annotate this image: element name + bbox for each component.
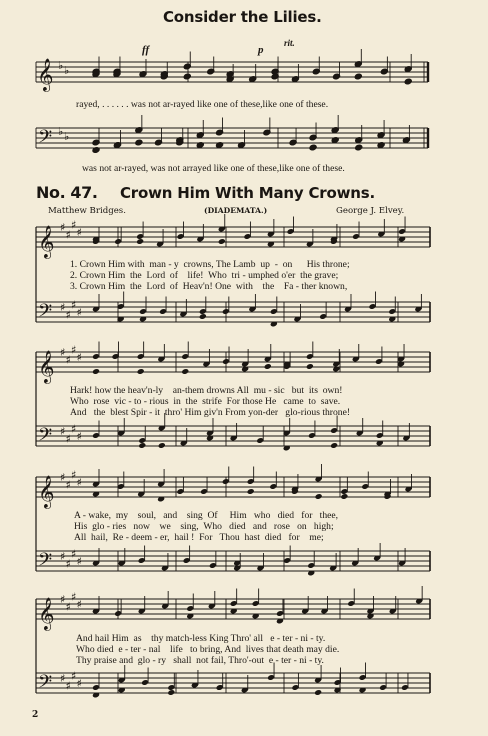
svg-text:♭: ♭: [64, 64, 70, 77]
sharp-icon: ♯: [76, 430, 82, 443]
note-icon: [117, 472, 125, 490]
lyric-line: Who rose vic - to - rious in the strife For those He came to save.: [70, 396, 341, 407]
note-icon: [181, 342, 189, 375]
note-icon: [157, 344, 165, 362]
note-icon: [158, 413, 166, 449]
sharp-icon: ♯: [60, 593, 66, 606]
sharp-icon: ♯: [60, 471, 66, 484]
note-icon: [230, 423, 238, 441]
lyric-system-3: [74, 510, 338, 543]
sharp-icon: ♯: [60, 425, 66, 438]
sharp-icon: ♯: [60, 221, 66, 234]
note-icon: [139, 297, 147, 323]
sharp-icon: ♯: [60, 672, 66, 685]
lyric-line: 1. Crown Him with man - y crowns, The Lamb up - on His throne;: [70, 259, 350, 270]
note-icon: [177, 222, 185, 240]
sharp-icon: ♯: [65, 432, 71, 446]
note-icon: [222, 467, 230, 485]
note-icon: [276, 599, 284, 625]
note-icon: [92, 548, 100, 566]
note-icon: [183, 546, 191, 564]
lyric-system-1: [70, 259, 350, 292]
note-icon: [179, 299, 187, 317]
sharp-icon: ♯: [76, 598, 82, 611]
note-icon: [383, 479, 391, 500]
page-number: 2: [32, 710, 39, 720]
note-icon: [180, 428, 188, 446]
note-icon: [136, 222, 144, 245]
note-icon: [243, 222, 251, 240]
sharp-icon: ♯: [65, 478, 71, 492]
note-icon: [375, 347, 383, 365]
lyric-line: And hail Him as thy match-less King Thro' all e - ter - ni - ty.: [76, 633, 326, 644]
note-icon: [368, 292, 376, 310]
note-icon: [307, 551, 315, 577]
sharp-icon: ♯: [65, 600, 71, 614]
note-icon: [319, 302, 327, 320]
lyric-system-4: [76, 633, 339, 666]
note-icon: [402, 423, 410, 441]
sharp-icon: ♯: [65, 353, 71, 367]
sharp-icon: ♯: [71, 343, 77, 357]
note-icon: [222, 347, 230, 365]
note-icon: [117, 418, 125, 436]
lyric-line: His glo - ries now we sing, Who died and rose on high;: [74, 521, 334, 532]
note-icon: [264, 344, 272, 370]
note-icon: [388, 297, 396, 323]
treble-clef-icon: 𝄞: [38, 350, 55, 383]
lyric-line: A - wake, my soul, and sing Of Him who died for thee,: [74, 510, 339, 521]
lyric-line: Who died e - ter - nal life to bring, And lives that death may die.: [76, 644, 340, 655]
note-icon: [92, 342, 100, 375]
sharp-icon: ♯: [65, 228, 71, 242]
note-icon: [222, 297, 230, 315]
sharp-icon: ♯: [76, 677, 82, 690]
note-icon: [137, 479, 145, 497]
note-icon: [92, 421, 100, 439]
sharp-icon: ♯: [76, 306, 82, 319]
note-icon: [344, 294, 352, 312]
dynamic-p: p: [258, 44, 264, 56]
note-icon: [92, 227, 100, 245]
note-icon: [301, 596, 309, 614]
note-icon: [373, 543, 381, 561]
note-icon: [361, 472, 369, 490]
note-icon: [111, 342, 119, 360]
note-icon: [340, 477, 348, 500]
lyric-line: 2. Crown Him the Lord of life! Who tri - umphed o'er the grave;: [70, 270, 339, 281]
treble-clef-icon: 𝄞: [37, 58, 54, 91]
note-icon: [334, 668, 342, 694]
note-icon: [389, 596, 397, 614]
note-icon: [315, 464, 323, 500]
svg-text:♭: ♭: [64, 130, 70, 143]
note-icon: [330, 416, 338, 449]
note-icon: [167, 673, 175, 696]
dynamic-rit: rit.: [284, 38, 295, 48]
note-icon: [161, 591, 169, 609]
sharp-icon: ♯: [71, 468, 77, 482]
note-icon: [308, 421, 316, 439]
note-icon: [117, 292, 125, 323]
sharp-icon: ♯: [60, 550, 66, 563]
note-icon: [366, 596, 374, 619]
note-icon: [351, 548, 359, 566]
note-icon: [209, 551, 217, 569]
note-icon: [206, 418, 214, 441]
sharp-icon: ♯: [76, 555, 82, 568]
note-icon: [283, 418, 291, 451]
note-icon: [405, 474, 413, 492]
note-icon: [330, 224, 338, 245]
note-icon: [414, 294, 422, 312]
note-icon: [287, 217, 295, 235]
sharp-icon: ♯: [71, 298, 77, 312]
note-icon: [329, 553, 337, 571]
hymn-author: Matthew Bridges.: [48, 206, 126, 216]
lyric-consider-bass: was not ar-rayed, was not arrayed like one of these,like one of these.: [82, 163, 345, 174]
lyric-line: And the blest Spir - it thro' Him giv'n From yon-der glo-rious throne!: [70, 407, 351, 418]
note-icon: [347, 589, 355, 607]
note-icon: [191, 670, 199, 688]
note-icon: [92, 596, 100, 614]
treble-clef-icon: 𝄞: [38, 225, 55, 258]
note-icon: [376, 421, 384, 447]
hymn-composer: George J. Elvey.: [336, 206, 405, 216]
note-icon: [248, 294, 256, 312]
note-icon: [415, 586, 423, 604]
note-icon: [157, 469, 165, 502]
note-icon: [332, 349, 340, 372]
sharp-icon: ♯: [71, 547, 77, 561]
note-icon: [114, 599, 122, 617]
note-icon: [114, 227, 122, 245]
note-icon: [352, 344, 360, 362]
note-icon: [156, 229, 164, 247]
note-icon: [186, 594, 194, 620]
note-icon: [216, 673, 224, 691]
note-icon: [137, 342, 145, 375]
note-icon: [92, 469, 100, 497]
sharp-icon: ♯: [71, 669, 77, 683]
hymn-title-consider-the-lilies: Consider the Lilies.: [163, 8, 322, 26]
note-icon: [176, 477, 184, 495]
svg-text:♭: ♭: [58, 125, 64, 138]
note-icon: [398, 548, 406, 566]
note-icon: [270, 297, 278, 328]
note-icon: [138, 426, 146, 449]
note-icon: [118, 548, 126, 566]
note-icon: [320, 596, 328, 614]
note-icon: [241, 675, 249, 693]
note-icon: [283, 352, 291, 370]
lyric-line: Hark! how the heav'n-ly an-them drowns All mu - sic but its own!: [70, 385, 343, 396]
lyric-line: Thy praise and glo - ry shall not fail, Thro'-out e - ter - ni - ty.: [76, 655, 324, 666]
note-icon: [377, 219, 385, 237]
treble-clef-icon: 𝄞: [38, 475, 55, 508]
note-icon: [397, 344, 405, 367]
note-icon: [196, 224, 204, 242]
note-icon: [92, 673, 100, 699]
sharp-icon: ♯: [76, 351, 82, 364]
note-icon: [352, 222, 360, 240]
note-icon: [269, 472, 277, 490]
svg-text:♭: ♭: [58, 59, 64, 72]
lyric-line: All hail, Re - deem - er, hail ! For Thou hast died for me;: [74, 532, 324, 543]
bass-clef-icon: 𝄢: [38, 550, 53, 575]
hymn-title-crown-him: Crown Him With Many Crowns.: [120, 184, 375, 202]
sharp-icon: ♯: [65, 679, 71, 693]
treble-clef-icon: 𝄞: [38, 597, 55, 630]
note-icon: [401, 673, 409, 691]
lyric-consider-treble: rayed, . . . . . . was not ar-rayed like one of these,like one of these.: [76, 99, 329, 110]
sharp-icon: ♯: [71, 422, 77, 436]
sharp-icon: ♯: [76, 476, 82, 489]
sharp-icon: ♯: [65, 308, 71, 322]
note-icon: [202, 349, 210, 367]
note-icon: [138, 546, 146, 564]
bass-clef-icon: 𝄢: [38, 672, 53, 697]
note-icon: [199, 297, 207, 320]
note-icon: [200, 477, 208, 495]
note-icon: [241, 349, 249, 372]
note-icon: [159, 297, 167, 315]
note-icon: [398, 217, 406, 243]
note-icon: [233, 553, 241, 571]
note-icon: [306, 342, 314, 370]
sharp-icon: ♯: [71, 218, 77, 232]
note-icon: [291, 673, 299, 691]
note-icon: [218, 214, 226, 245]
note-icon: [141, 668, 149, 686]
note-icon: [379, 673, 387, 691]
note-icon: [230, 589, 238, 615]
bass-clef-icon: 𝄢: [38, 127, 53, 152]
note-icon: [161, 553, 169, 571]
note-icon: [138, 596, 146, 614]
sharp-icon: ♯: [65, 557, 71, 571]
note-icon: [118, 665, 126, 693]
note-icon: [247, 467, 255, 495]
sharp-icon: ♯: [60, 301, 66, 314]
note-icon: [256, 553, 264, 571]
note-icon: [256, 426, 264, 444]
sharp-icon: ♯: [60, 346, 66, 359]
lyric-line: 3. Crown Him the Lord of Heav'n! One with the Fa - ther known,: [70, 281, 348, 292]
note-icon: [208, 591, 216, 609]
note-icon: [359, 663, 367, 694]
note-icon: [92, 294, 100, 312]
bass-clef-icon: 𝄢: [38, 425, 53, 450]
hymn-tune: (DIADEMATA.): [204, 206, 268, 215]
note-icon: [283, 546, 291, 564]
hymn-number: No. 47.: [36, 183, 98, 202]
note-icon: [306, 229, 314, 247]
note-icon: [293, 304, 301, 322]
note-icon: [356, 418, 364, 436]
note-icon: [314, 665, 322, 696]
note-icon: [291, 474, 299, 495]
lyric-system-2: [70, 385, 350, 418]
dynamic-ff: ff: [142, 44, 150, 56]
sharp-icon: ♯: [76, 226, 82, 239]
note-icon: [252, 589, 260, 620]
note-icon: [267, 219, 275, 247]
sharp-icon: ♯: [71, 590, 77, 604]
bass-clef-icon: 𝄢: [38, 301, 53, 326]
